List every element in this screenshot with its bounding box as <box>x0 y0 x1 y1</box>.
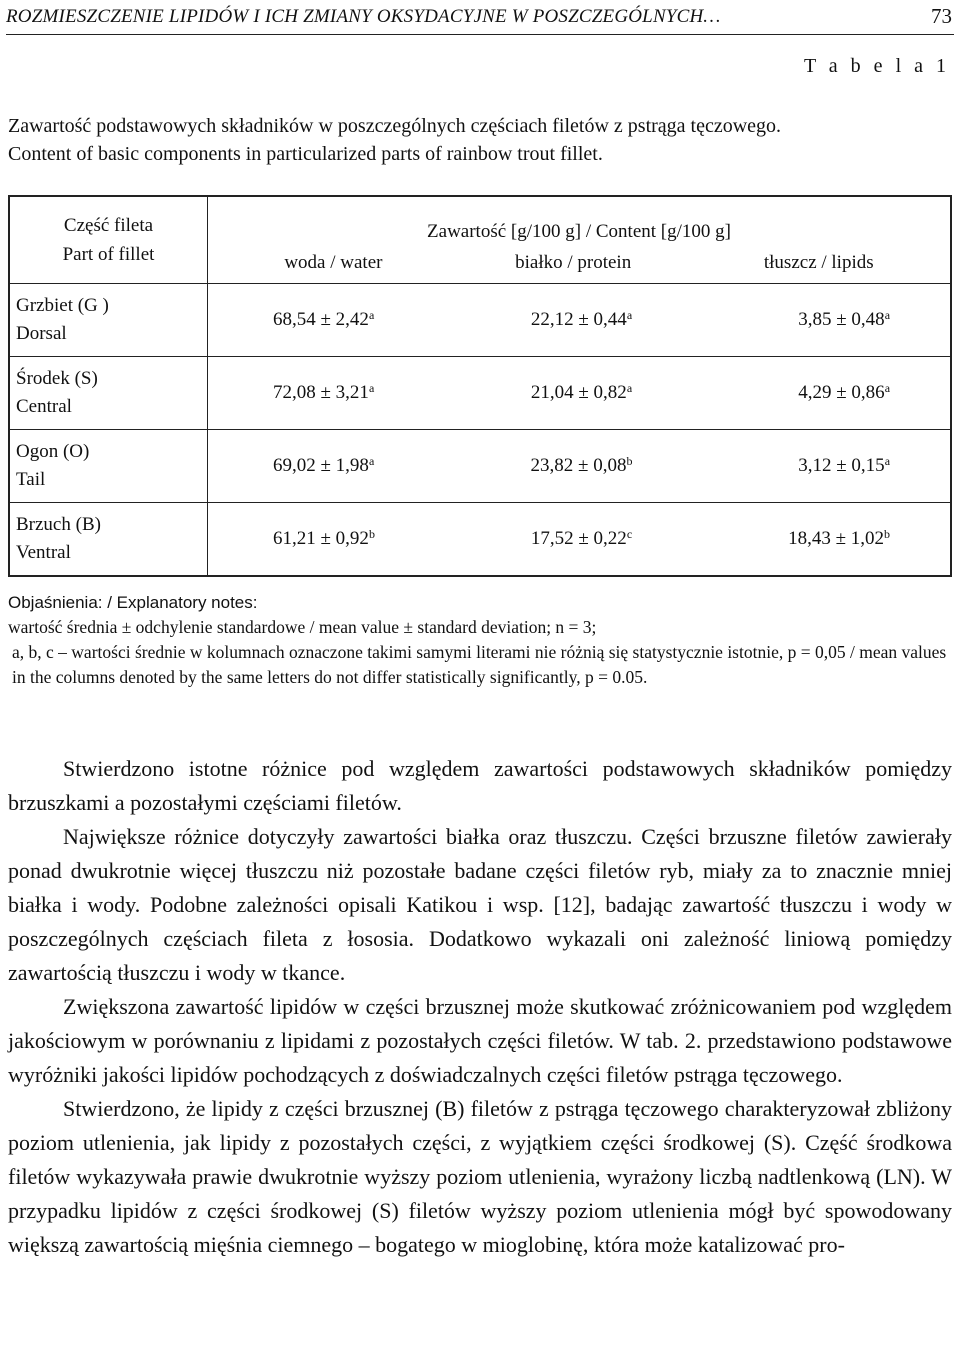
row-label <box>9 357 208 430</box>
paragraph: Stwierdzono istotne różnice pod względem zawartości podstawowych składników pomiędzy brzuszkami a pozostałymi częściami filetów. <box>8 756 952 815</box>
protein-value: 21,04 ± 0,82$^a$ <box>530 381 633 403</box>
lipids-value: 3,12 ± 0,15$^a$ <box>798 454 891 476</box>
row-values <box>208 430 952 503</box>
table-row <box>9 503 951 577</box>
water-value: 61,21 ± 0,92$^b$ <box>273 527 375 549</box>
table-row <box>9 357 951 430</box>
header-protein: białko / protein <box>515 252 632 273</box>
table-label: T a b e l a 1 <box>803 55 950 77</box>
paragraph: Zwiększona zawartość lipidów w części brzusznej może skutkować zróżnicowaniem pod względem jakościowym w porównaniu z lipidami z pozostałych części filetów. W tab. 2. przedstawiono podstawowe wyróżniki jakości lipidów pochodzących z doświadczalnych części filetów pstrąga tęczowego. <box>8 994 952 1087</box>
caption-en: Content of basic components in particularized parts of rainbow trout fillet. <box>8 143 603 165</box>
row-label-en: Dorsal <box>16 323 67 344</box>
running-title: ROZMIESZCZENIE LIPIDÓW I ICH ZMIANY OKSYDACYJNE W POSZCZEGÓLNYCH… <box>6 6 721 27</box>
water-value: 72,08 ± 3,21$^a$ <box>273 381 375 403</box>
row-values <box>208 357 952 430</box>
caption-pl: Zawartość podstawowych składników w poszczególnych częściach filetów z pstrąga tęczowego. <box>8 115 782 137</box>
lipids-value: 3,85 ± 0,48$^a$ <box>798 308 891 330</box>
notes-line-letters: a, b, c – wartości średnie w kolumnach oznaczone takimi samymi literami nie różnią się statystycznie istotnie, p = 0,05 / mean values in the columns denoted by the same letters do not differ statistically significantly, p = 0.05. <box>12 642 947 687</box>
lipids-value: 4,29 ± 0,86$^a$ <box>798 381 891 403</box>
row-label-en: Ventral <box>16 542 71 563</box>
content-table <box>8 195 952 577</box>
table-row <box>9 284 951 357</box>
protein-value: 23,82 ± 0,08$^b$ <box>530 454 633 476</box>
table-caption <box>8 112 781 168</box>
body-text <box>8 752 952 1262</box>
header-subcolumns <box>208 243 952 284</box>
running-header <box>6 4 954 35</box>
header-content: Zawartość [g/100 g] / Content [g/100 g] <box>208 196 952 243</box>
row-label-pl: Grzbiet (G ) <box>16 295 109 316</box>
paragraph: Stwierdzono, że lipidy z części brzusznej (B) filetów z pstrąga tęczowego charakteryzował zbliżony poziom utlenienia, jak lipidy z pozostałych części, z wyjątkiem części środkowej (S). Część środkowa filetów wykazywała prawie dwukrotnie wyższy poziom utlenienia, wyrażony liczbą nadtlenkową (LN). W przypadku lipidów z części środkowej (S) filetów wyższy poziom utlenienia mógł być spowodowany większą zawartością mięśnia ciemnego – bogatego w mioglobinę, która może katalizować pro- <box>8 1096 952 1257</box>
row-label-pl: Ogon (O) <box>16 441 90 462</box>
page-number: 73 <box>931 4 952 28</box>
header-part-pl: Część fileta <box>63 215 154 236</box>
row-label <box>9 284 208 357</box>
header-lipids: tłuszcz / lipids <box>763 252 874 273</box>
table-row <box>9 430 951 503</box>
row-label-en: Central <box>16 396 72 417</box>
row-values <box>208 503 952 577</box>
notes-heading: Objaśnienia: / Explanatory notes: <box>8 593 258 612</box>
row-values <box>208 284 952 357</box>
header-water: woda / water <box>284 252 383 273</box>
row-label <box>9 430 208 503</box>
lipids-value: 18,43 ± 1,02$^b$ <box>788 527 891 549</box>
row-label-pl: Środek (S) <box>16 368 98 389</box>
protein-value: 22,12 ± 0,44$^a$ <box>530 308 633 330</box>
protein-value: 17,52 ± 0,22$^c$ <box>530 527 633 549</box>
table-notes <box>8 590 952 690</box>
row-label <box>9 503 208 577</box>
water-value: 69,02 ± 1,98$^a$ <box>273 454 375 476</box>
water-value: 68,54 ± 2,42$^a$ <box>273 308 375 330</box>
header-part-en: Part of fillet <box>62 244 155 265</box>
paragraph: Największe różnice dotyczyły zawartości białka oraz tłuszczu. Części brzuszne filetów zawierały ponad dwukrotnie więcej tłuszczu niż pozostałe badane części filetów ryb, miały za to znacznie mniej białka i wody. Podobne zależności opisali Katikou i wsp. [12], badając zawartość tłuszczu i wody w poszczególnych częściach fileta z łososia. Dodatkowo wykazali oni zależność liniową pomiędzy zawartością tłuszczu i wody w tkance. <box>8 824 952 985</box>
row-label-pl: Brzuch (B) <box>16 514 101 535</box>
row-label-en: Tail <box>16 469 46 490</box>
notes-line-mean: wartość średnia ± odchylenie standardowe / mean value ± standard deviation; n = 3; <box>8 617 597 637</box>
header-part-of-fillet <box>9 196 208 284</box>
